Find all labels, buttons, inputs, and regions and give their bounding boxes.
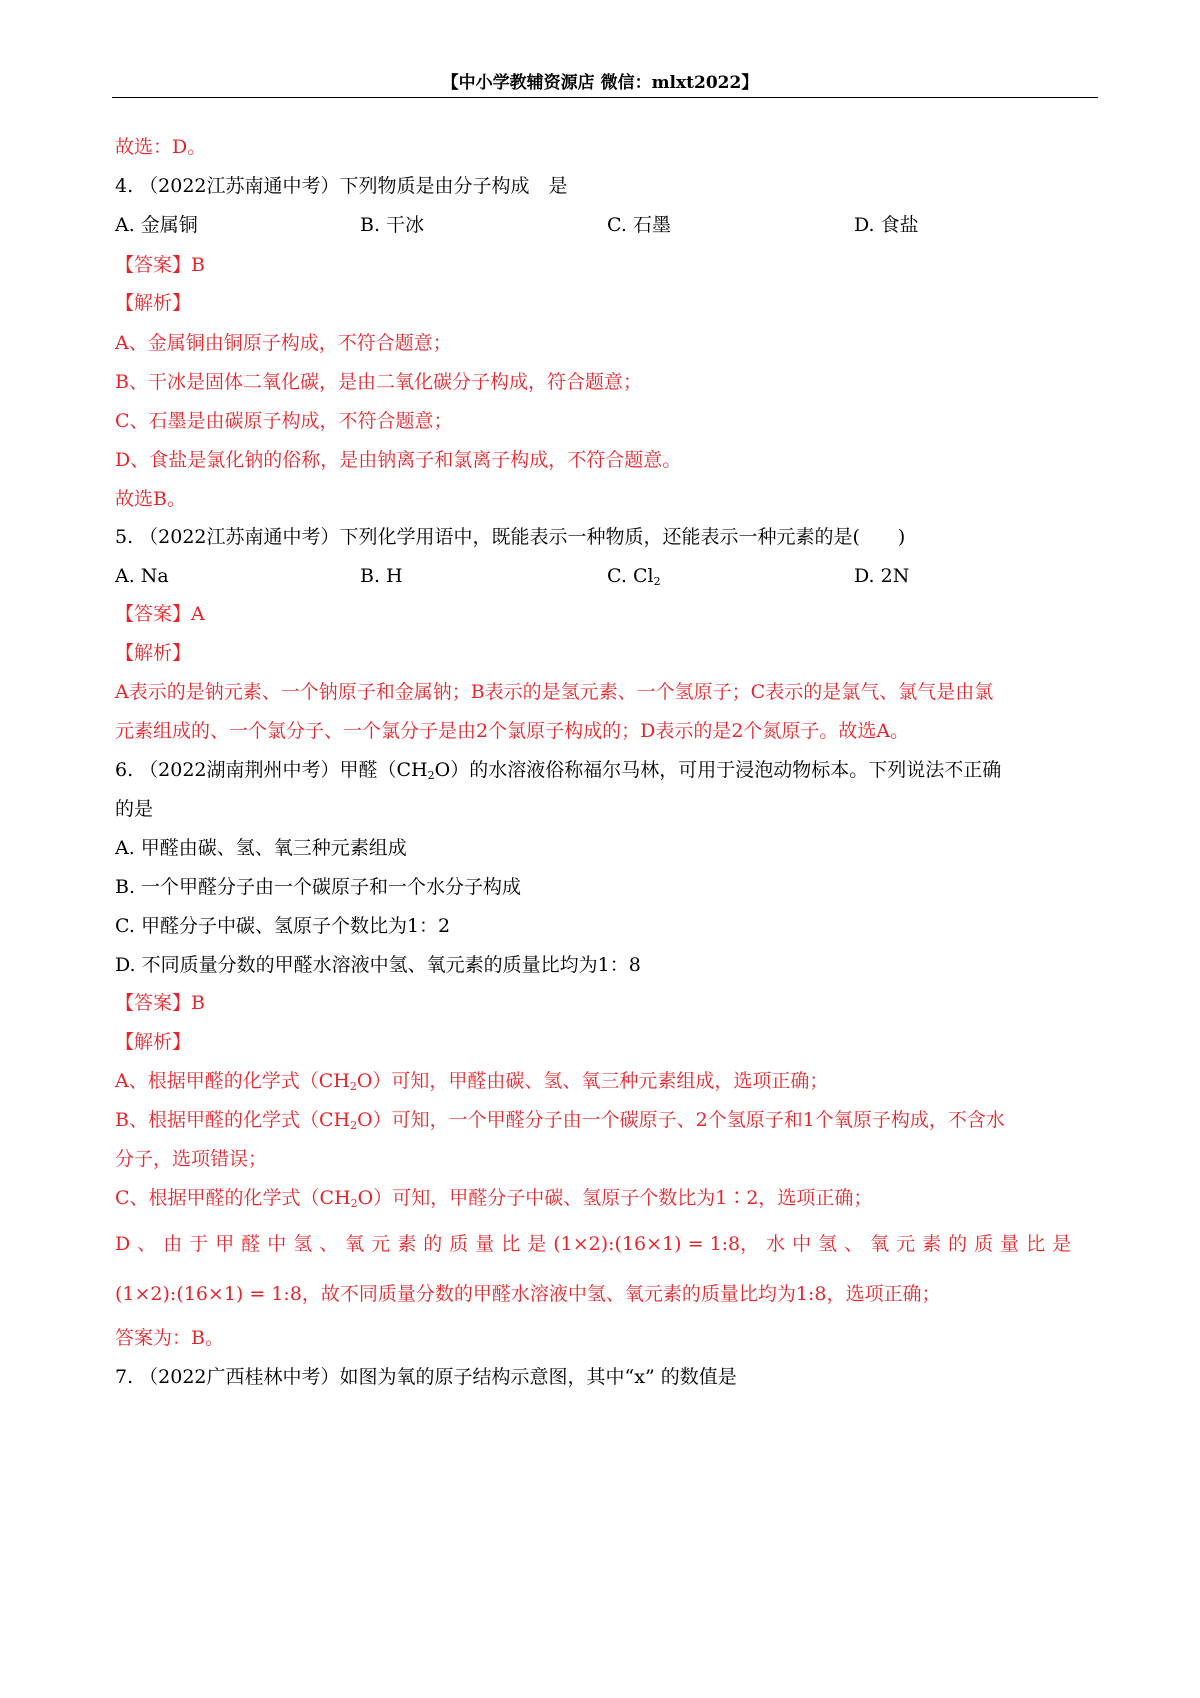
q4-analysis-d: D、食盐是氯化钠的俗称，是由钠离子和氯离子构成，不符合题意。	[115, 449, 682, 471]
question-6-line-2: 的是	[115, 798, 154, 820]
q5-answer: 【答案】A	[115, 603, 205, 625]
q5-option-b: B. H	[360, 565, 403, 587]
q4-option-c: C. 石墨	[607, 214, 671, 236]
q6-option-a: A. 甲醛由碳、氢、氧三种元素组成	[115, 837, 407, 859]
q4-conclusion: 故选B。	[115, 488, 186, 510]
q6-analysis-b-line-2: 分子，选项错误；	[115, 1148, 268, 1170]
q6-analysis-d: D、由于甲醛中氢、氧元素的质量比是(1×2):(16×1) = 1:8，水中氢、氧元素的质量比是	[115, 1233, 1079, 1255]
q6-option-d: D. 不同质量分数的甲醛水溶液中氢、氧元素的质量比均为1：8	[115, 954, 641, 976]
q4-option-b: B. 干冰	[360, 214, 425, 236]
q6-answer: 【答案】B	[115, 992, 205, 1014]
q4-analysis-title: 【解析】	[115, 292, 192, 314]
q6-analysis-a: A、根据甲醛的化学式$(CH_2O)$可知，甲醛由碳、氢、氧三种元素组成，选项正确；	[115, 1070, 829, 1093]
q4-analysis-c: C、石墨是由碳原子构成，不符合题意；	[115, 410, 453, 432]
math-formula: (1×2):(16×1) = 1:8	[115, 1283, 302, 1305]
q5-explanation-line-1: A表示的是钠元素、一个钠原子和金属钠；B表示的是氢元素、一个氢原子；C表示的是氯气、氯气是由氯	[115, 681, 994, 703]
q6-analysis-c: C、根据甲醛的化学式$(CH_2O)$可知，甲醛分子中碳、氢原子个数比为1∶2，选项正确；	[115, 1187, 873, 1210]
q5-option-d: D. 2N	[854, 565, 910, 587]
q4-option-a: A. 金属铜	[115, 214, 198, 236]
q6-analysis-d-line-2: (1×2):(16×1) = 1:8，故不同质量分数的甲醛水溶液中氢、氧元素的质量比均为1:8，选项正确；	[115, 1283, 941, 1305]
math-formula: (1×2):(16×1) = 1:8	[553, 1233, 741, 1255]
q6-option-c: C. 甲醛分子中碳、氢原子个数比为1：2	[115, 915, 451, 937]
q4-analysis-b: B、干冰是固体二氧化碳，是由二氧化碳分子构成，符合题意；	[115, 371, 642, 393]
question-5: 5. （2022江苏南通中考）下列化学用语中，既能表示一种物质，还能表示一种元素的是( )	[115, 526, 906, 548]
line-answer-d: 故选：D。	[115, 136, 207, 158]
q4-answer: 【答案】B	[115, 254, 205, 276]
header-rule	[112, 97, 1098, 98]
q5-explanation-line-2: 元素组成的、一个氯分子、一个氯分子是由2个氯原子构成的；D表示的是2个氮原子。故选A。	[115, 720, 910, 742]
q5-analysis-title: 【解析】	[115, 642, 192, 664]
q6-conclusion: 答案为：B。	[115, 1327, 224, 1349]
q5-option-c: C. $Cl_2$	[607, 565, 661, 588]
question-6: 6. （2022湖南荆州中考）甲醛$(CH_2O)$的水溶液俗称福尔马林，可用于浸泡动物标本。下列说法不正确	[115, 759, 1002, 782]
q4-analysis-a: A、金属铜由铜原子构成，不符合题意；	[115, 332, 452, 354]
q6-option-b: B. 一个甲醛分子由一个碳原子和一个水分子构成	[115, 876, 522, 898]
question-7: 7. （2022广西桂林中考）如图为氧的原子结构示意图，其中“x” 的数值是	[115, 1366, 737, 1388]
question-4: 4. （2022江苏南通中考）下列物质是由分子构成 是	[115, 175, 568, 197]
q5-option-a: A. Na	[115, 565, 169, 587]
q6-analysis-title: 【解析】	[115, 1031, 192, 1053]
page-header: 【中小学教辅资源店 微信：mlxt2022】	[441, 73, 759, 93]
q6-analysis-b: B、根据甲醛的化学式$(CH_2O)$可知，一个甲醛分子由一个碳原子、2个氢原子和1个氧原子构成，不含水	[115, 1109, 1005, 1132]
q4-option-d: D. 食盐	[854, 214, 919, 236]
